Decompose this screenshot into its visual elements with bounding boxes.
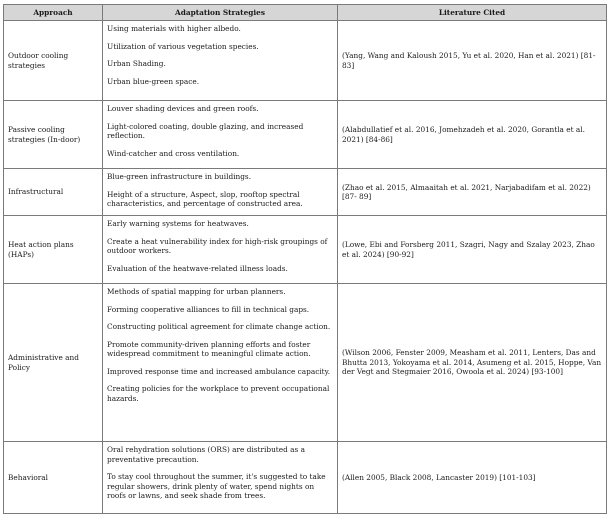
strategy-item: Utilization of various vegetation species. xyxy=(107,41,259,51)
adaptation-strategies-table xyxy=(3,4,607,514)
literature-cell: (Zhao et al. 2015, Almaaitah et al. 2021, Narjabadifam et al. 2022) [87- 89] xyxy=(338,169,607,216)
strategy-item: Using materials with higher albedo. xyxy=(107,24,241,33)
literature-cell: (Yang, Wang and Kaloush 2015, Yu et al. 2020, Han et al. 2021) [81-83] xyxy=(338,21,607,101)
literature-cell: (Alabdullatief et al. 2016, Jomehzadeh et al. 2020, Gorantla et al. 2021) [84-86] xyxy=(338,101,607,169)
literature-cell: (Allen 2005, Black 2008, Lancaster 2019) [101-103] xyxy=(338,442,607,514)
table-row xyxy=(4,21,607,101)
strategy-item: Louver shading devices and green roofs. xyxy=(107,104,259,113)
table-row xyxy=(4,169,607,216)
strategies-cell xyxy=(103,21,338,101)
strategy-item: Early warning systems for heatwaves. xyxy=(107,219,249,228)
strategy-item: Forming cooperative alliances to fill in technical gaps. xyxy=(107,304,310,314)
approach-cell: Passive cooling strategies (In-door) xyxy=(4,101,103,169)
approach-cell: Behavioral xyxy=(4,442,103,514)
strategy-item: Promote community-driven planning efforts and foster widespread commitment to meaningful climate action. xyxy=(107,339,311,358)
header-literature-cited: Literature Cited xyxy=(338,5,607,21)
strategy-item: Urban blue-green space. xyxy=(107,76,200,86)
strategies-cell xyxy=(103,169,338,216)
header-row xyxy=(4,5,607,21)
literature-cell: (Lowe, Ebi and Forsberg 2011, Szagri, Nagy and Szalay 2023, Zhao et al. 2024) [90-92] xyxy=(338,216,607,284)
header-adaptation-strategies: Adaptation Strategies xyxy=(103,5,338,21)
table-row xyxy=(4,216,607,284)
table-row xyxy=(4,101,607,169)
strategies-cell xyxy=(103,284,338,442)
strategy-item: Constructing political agreement for climate change action. xyxy=(107,322,331,331)
approach-cell: Heat action plans (HAPs) xyxy=(4,216,103,284)
strategy-item: To stay cool throughout the summer, it's suggested to take regular showers, drink plenty of water, spend nights on roofs or lawns, and seek shade from trees. xyxy=(107,472,326,500)
literature-cell: (Wilson 2006, Fenster 2009, Measham et al. 2011, Lenters, Das and Bhutta 2013, Yokoyama et al. 2014, Asumeng et al. 2015, Hoppe, Van der Vegt and Stegmaier 2016, Owoola et al. 2024) [93-100] xyxy=(338,284,607,442)
strategy-item: Light-colored coating, double glazing, and increased reflection. xyxy=(107,121,304,140)
strategy-item: Improved response time and increased ambulance capacity. xyxy=(107,366,331,376)
strategy-item: Blue-green infrastructure in buildings. xyxy=(107,172,252,181)
strategies-cell xyxy=(103,101,338,169)
strategy-item: Creating policies for the workplace to prevent occupational hazards. xyxy=(107,384,330,403)
strategy-item: Urban Shading. xyxy=(107,59,166,68)
strategy-item: Oral rehydration solutions (ORS) are distributed as a preventative precaution. xyxy=(107,445,305,464)
strategy-item: Wind-catcher and cross ventilation. xyxy=(107,148,240,158)
header-approach: Approach xyxy=(4,5,103,21)
strategy-item: Create a heat vulnerability index for high-risk groupings of outdoor workers. xyxy=(107,236,328,255)
strategy-item: Height of a structure, Aspect, slop, rooftop spectral characteristics, and percentage of constructed area. xyxy=(107,189,303,208)
table-row xyxy=(4,284,607,442)
table-row xyxy=(4,442,607,514)
approach-cell: Infrastructural xyxy=(4,169,103,216)
approach-cell: Administrative and Policy xyxy=(4,284,103,442)
approach-cell: Outdoor cooling strategies xyxy=(4,21,103,101)
strategy-item: Evaluation of the heatwave-related illness loads. xyxy=(107,263,288,273)
strategy-item: Methods of spatial mapping for urban planners. xyxy=(107,287,286,296)
strategies-cell xyxy=(103,442,338,514)
strategies-cell xyxy=(103,216,338,284)
